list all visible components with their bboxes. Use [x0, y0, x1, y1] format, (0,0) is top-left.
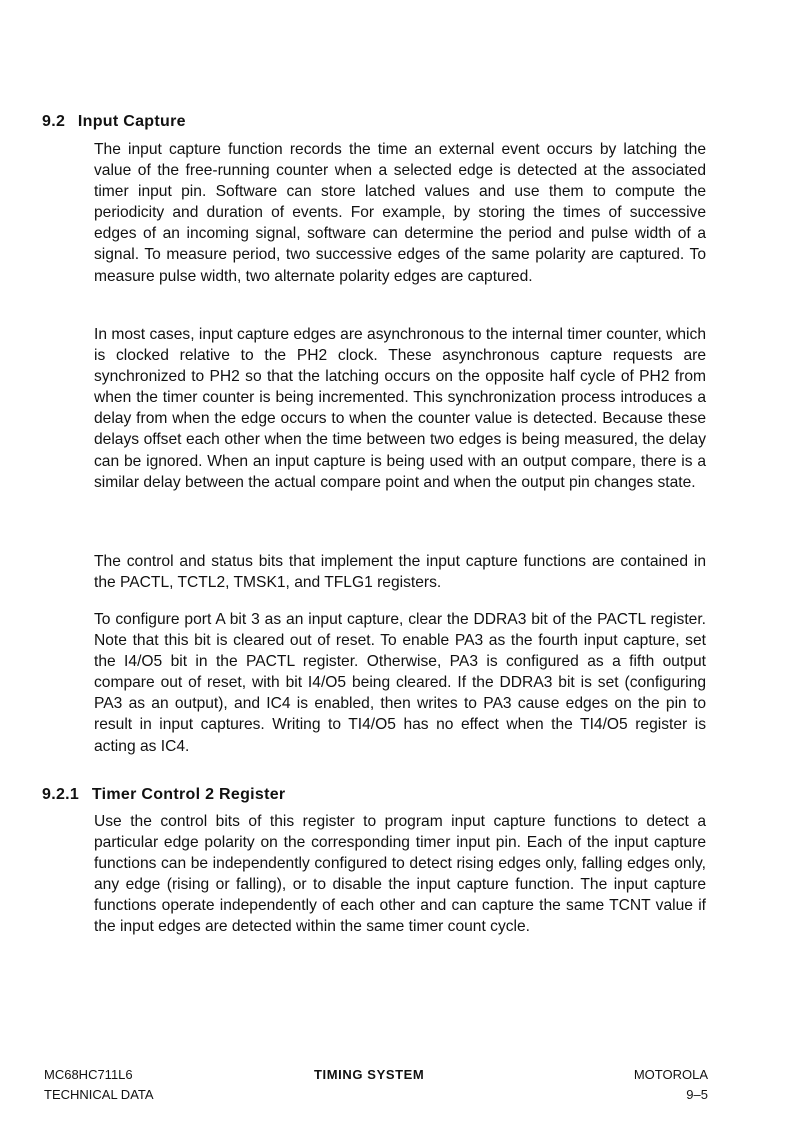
- footer-doc-type: TECHNICAL DATA: [44, 1087, 154, 1102]
- footer-company: MOTOROLA: [633, 1067, 708, 1082]
- section-title: Input Capture: [77, 113, 186, 130]
- paragraph: The control and status bits that implement the input capture functions are contained in the PACTL, TCTL2, TMSK1, and TFLG1 registers.: [94, 553, 706, 592]
- section-number: 9.2: [42, 113, 66, 130]
- paragraph: To configure port A bit 3 as an input capture, clear the DDRA3 bit of the PACTL register. Note that this bit is cleared out of reset. To enable PA3 as the fourth input capture, set the I4/O5 bit in the PACTL register. Otherwise, PA3 is configured as a fifth output compare out of reset, with bit I4/O5 being cleared. If the DDRA3 bit is set (configuring PA3 as an output), and IC4 is enabled, then writes to PA3 cause edges on the pin to result in input captures. Writing to TI4/O5 has no effect when the TI4/O5 register is acting as IC4.: [94, 611, 706, 755]
- section-heading-9-2-1: [42, 786, 285, 804]
- footer-doc-id: MC68HC711L6: [44, 1067, 133, 1082]
- footer-page-number: 9–5: [686, 1087, 708, 1102]
- section-heading-9-2: [42, 113, 186, 131]
- paragraph: Use the control bits of this register to program input capture functions to detect a particular edge polarity on the corresponding timer input pin. Each of the input capture functions can be independently configured to detect rising edges only, falling edges only, any edge (rising or falling), or to disable the input capture function. The input capture functions operate independently of each other and can capture the same TCNT value if the input edges are detected within the same timer count cycle.: [94, 813, 706, 936]
- paragraph: In most cases, input capture edges are asynchronous to the internal timer counter, which is clocked relative to the PH2 clock. These asynchronous capture requests are synchronized to PH2 so that the latching occurs on the opposite half cycle of PH2 from when the timer counter is being incremented. This synchronization process introduces a delay from when the edge occurs to when the counter value is detected. Because these delays offset each other when the time between two edges is being measured, the delay can be ignored. When an input capture is being used with an output compare, there is a similar delay between the actual compare point and when the output pin changes state.: [94, 326, 706, 491]
- paragraph: The input capture function records the time an external event occurs by latching the value of the free-running counter when a selected edge is detected at the associated timer input pin. Software can store latched values and use them to compute the periodicity and duration of events. For example, by storing the times of successive edges of an incoming signal, software can determine the period and pulse width of a signal. To measure period, two successive edges of the same polarity are captured. To measure pulse width, two alternate polarity edges are captured.: [94, 141, 706, 285]
- footer-chapter-title: TIMING SYSTEM: [314, 1067, 425, 1082]
- section-number: 9.2.1: [42, 786, 80, 803]
- section-title: Timer Control 2 Register: [91, 786, 286, 803]
